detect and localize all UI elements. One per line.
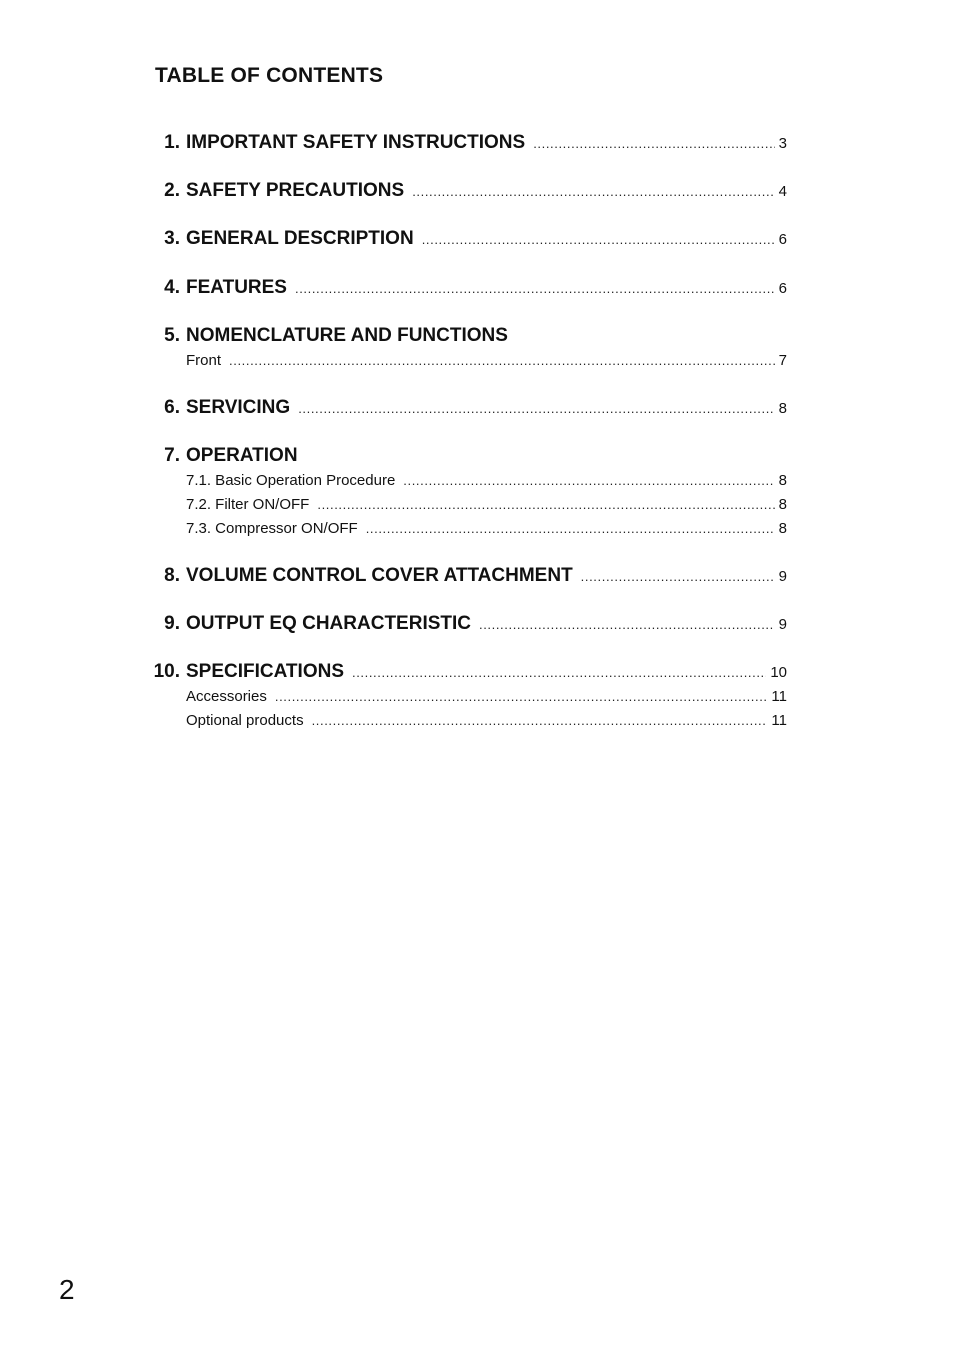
toc-subentry-label: 7.1. Basic Operation Procedure xyxy=(186,472,396,489)
toc-subentry-page: 7 xyxy=(778,352,787,369)
page-title: TABLE OF CONTENTS xyxy=(155,64,384,87)
dot-leader xyxy=(317,495,774,515)
toc-entry-line xyxy=(186,660,787,685)
dot-leader xyxy=(275,687,768,707)
toc-entry[interactable] xyxy=(0,179,954,203)
toc-entry-number: 9. xyxy=(164,613,180,634)
toc-subentry-page: 11 xyxy=(771,688,787,705)
toc-subentry-page: 11 xyxy=(771,712,787,729)
toc-entry-number: 8. xyxy=(164,565,180,586)
toc-subentry[interactable] xyxy=(186,471,787,491)
dot-leader xyxy=(533,132,774,156)
dot-leader xyxy=(479,613,775,637)
toc-entry-line xyxy=(186,227,787,252)
toc-entry-label: OUTPUT EQ CHARACTERISTIC xyxy=(186,613,471,634)
toc-entry-page: 3 xyxy=(778,135,787,152)
toc-entry-line xyxy=(186,396,787,421)
toc-entry[interactable] xyxy=(0,444,954,468)
toc-subentry-label: 7.3. Compressor ON/OFF xyxy=(186,520,358,537)
dot-leader xyxy=(312,711,768,731)
toc-entry[interactable] xyxy=(0,396,954,420)
toc-subentry[interactable] xyxy=(186,495,787,515)
toc-entry-label: SAFETY PRECAUTIONS xyxy=(186,180,405,201)
toc-entry-number: 2. xyxy=(164,180,180,201)
dot-leader xyxy=(366,519,775,539)
dot-leader xyxy=(295,277,775,301)
toc-entry-number: 5. xyxy=(164,325,180,346)
toc-subentry-page: 8 xyxy=(778,496,787,513)
toc-entry[interactable] xyxy=(0,276,954,300)
toc-subentry[interactable] xyxy=(186,351,787,371)
toc-entry-number: 7. xyxy=(164,445,180,466)
toc-entry-label: OPERATION xyxy=(186,445,298,466)
dot-leader xyxy=(581,565,775,589)
page-number: 2 xyxy=(59,1274,75,1305)
dot-leader xyxy=(403,471,774,491)
toc-subentry-label: Front xyxy=(186,352,222,369)
dot-leader xyxy=(412,180,774,204)
toc-entry-label: FEATURES xyxy=(186,277,287,298)
toc-entry-line xyxy=(186,444,787,468)
toc-entry-line xyxy=(186,324,787,348)
toc-entry[interactable] xyxy=(0,612,954,636)
dot-leader xyxy=(352,661,766,685)
toc-entry[interactable] xyxy=(0,227,954,251)
dot-leader xyxy=(422,228,775,252)
toc-entry-number: 4. xyxy=(164,277,180,298)
toc-entry[interactable] xyxy=(0,660,954,684)
toc-entry-page: 6 xyxy=(778,231,787,248)
toc-subentry-label: Accessories xyxy=(186,688,267,705)
dot-leader xyxy=(298,397,774,421)
toc-entry-number: 3. xyxy=(164,228,180,249)
toc-entry-label: VOLUME CONTROL COVER ATTACHMENT xyxy=(186,565,573,586)
toc-entry-line xyxy=(186,179,787,204)
toc-subentry[interactable] xyxy=(186,519,787,539)
toc-entry-page: 6 xyxy=(778,280,787,297)
toc-entry-label: SERVICING xyxy=(186,397,291,418)
toc-subentry-label: 7.2. Filter ON/OFF xyxy=(186,496,310,513)
toc-entry[interactable] xyxy=(0,131,954,155)
toc-subentry[interactable] xyxy=(186,687,787,707)
toc-subentry-page: 8 xyxy=(778,520,787,537)
toc-entry-line xyxy=(186,276,787,301)
toc-subentry[interactable] xyxy=(186,711,787,731)
toc-entry-number: 1. xyxy=(164,132,180,153)
toc-entry-page: 9 xyxy=(778,616,787,633)
toc-entry-label: GENERAL DESCRIPTION xyxy=(186,228,414,249)
toc-entry-line xyxy=(186,564,787,589)
toc-entry-number: 10. xyxy=(153,661,180,682)
dot-leader xyxy=(229,351,775,371)
toc-entry[interactable] xyxy=(0,564,954,588)
toc-entry-label: SPECIFICATIONS xyxy=(186,661,344,682)
toc-entry-label: IMPORTANT SAFETY INSTRUCTIONS xyxy=(186,132,526,153)
toc-subentry-label: Optional products xyxy=(186,712,304,729)
toc-entry-page: 10 xyxy=(770,664,787,681)
toc-entry-page: 4 xyxy=(778,183,787,200)
toc-entry-label: NOMENCLATURE AND FUNCTIONS xyxy=(186,325,508,346)
toc-entry-number: 6. xyxy=(164,397,180,418)
toc-entry-line xyxy=(186,612,787,637)
toc-entry-page: 9 xyxy=(778,568,787,585)
toc-entry-page: 8 xyxy=(778,400,787,417)
toc-subentry-page: 8 xyxy=(778,472,787,489)
toc-entry-line xyxy=(186,131,787,156)
toc-entry[interactable] xyxy=(0,324,954,348)
